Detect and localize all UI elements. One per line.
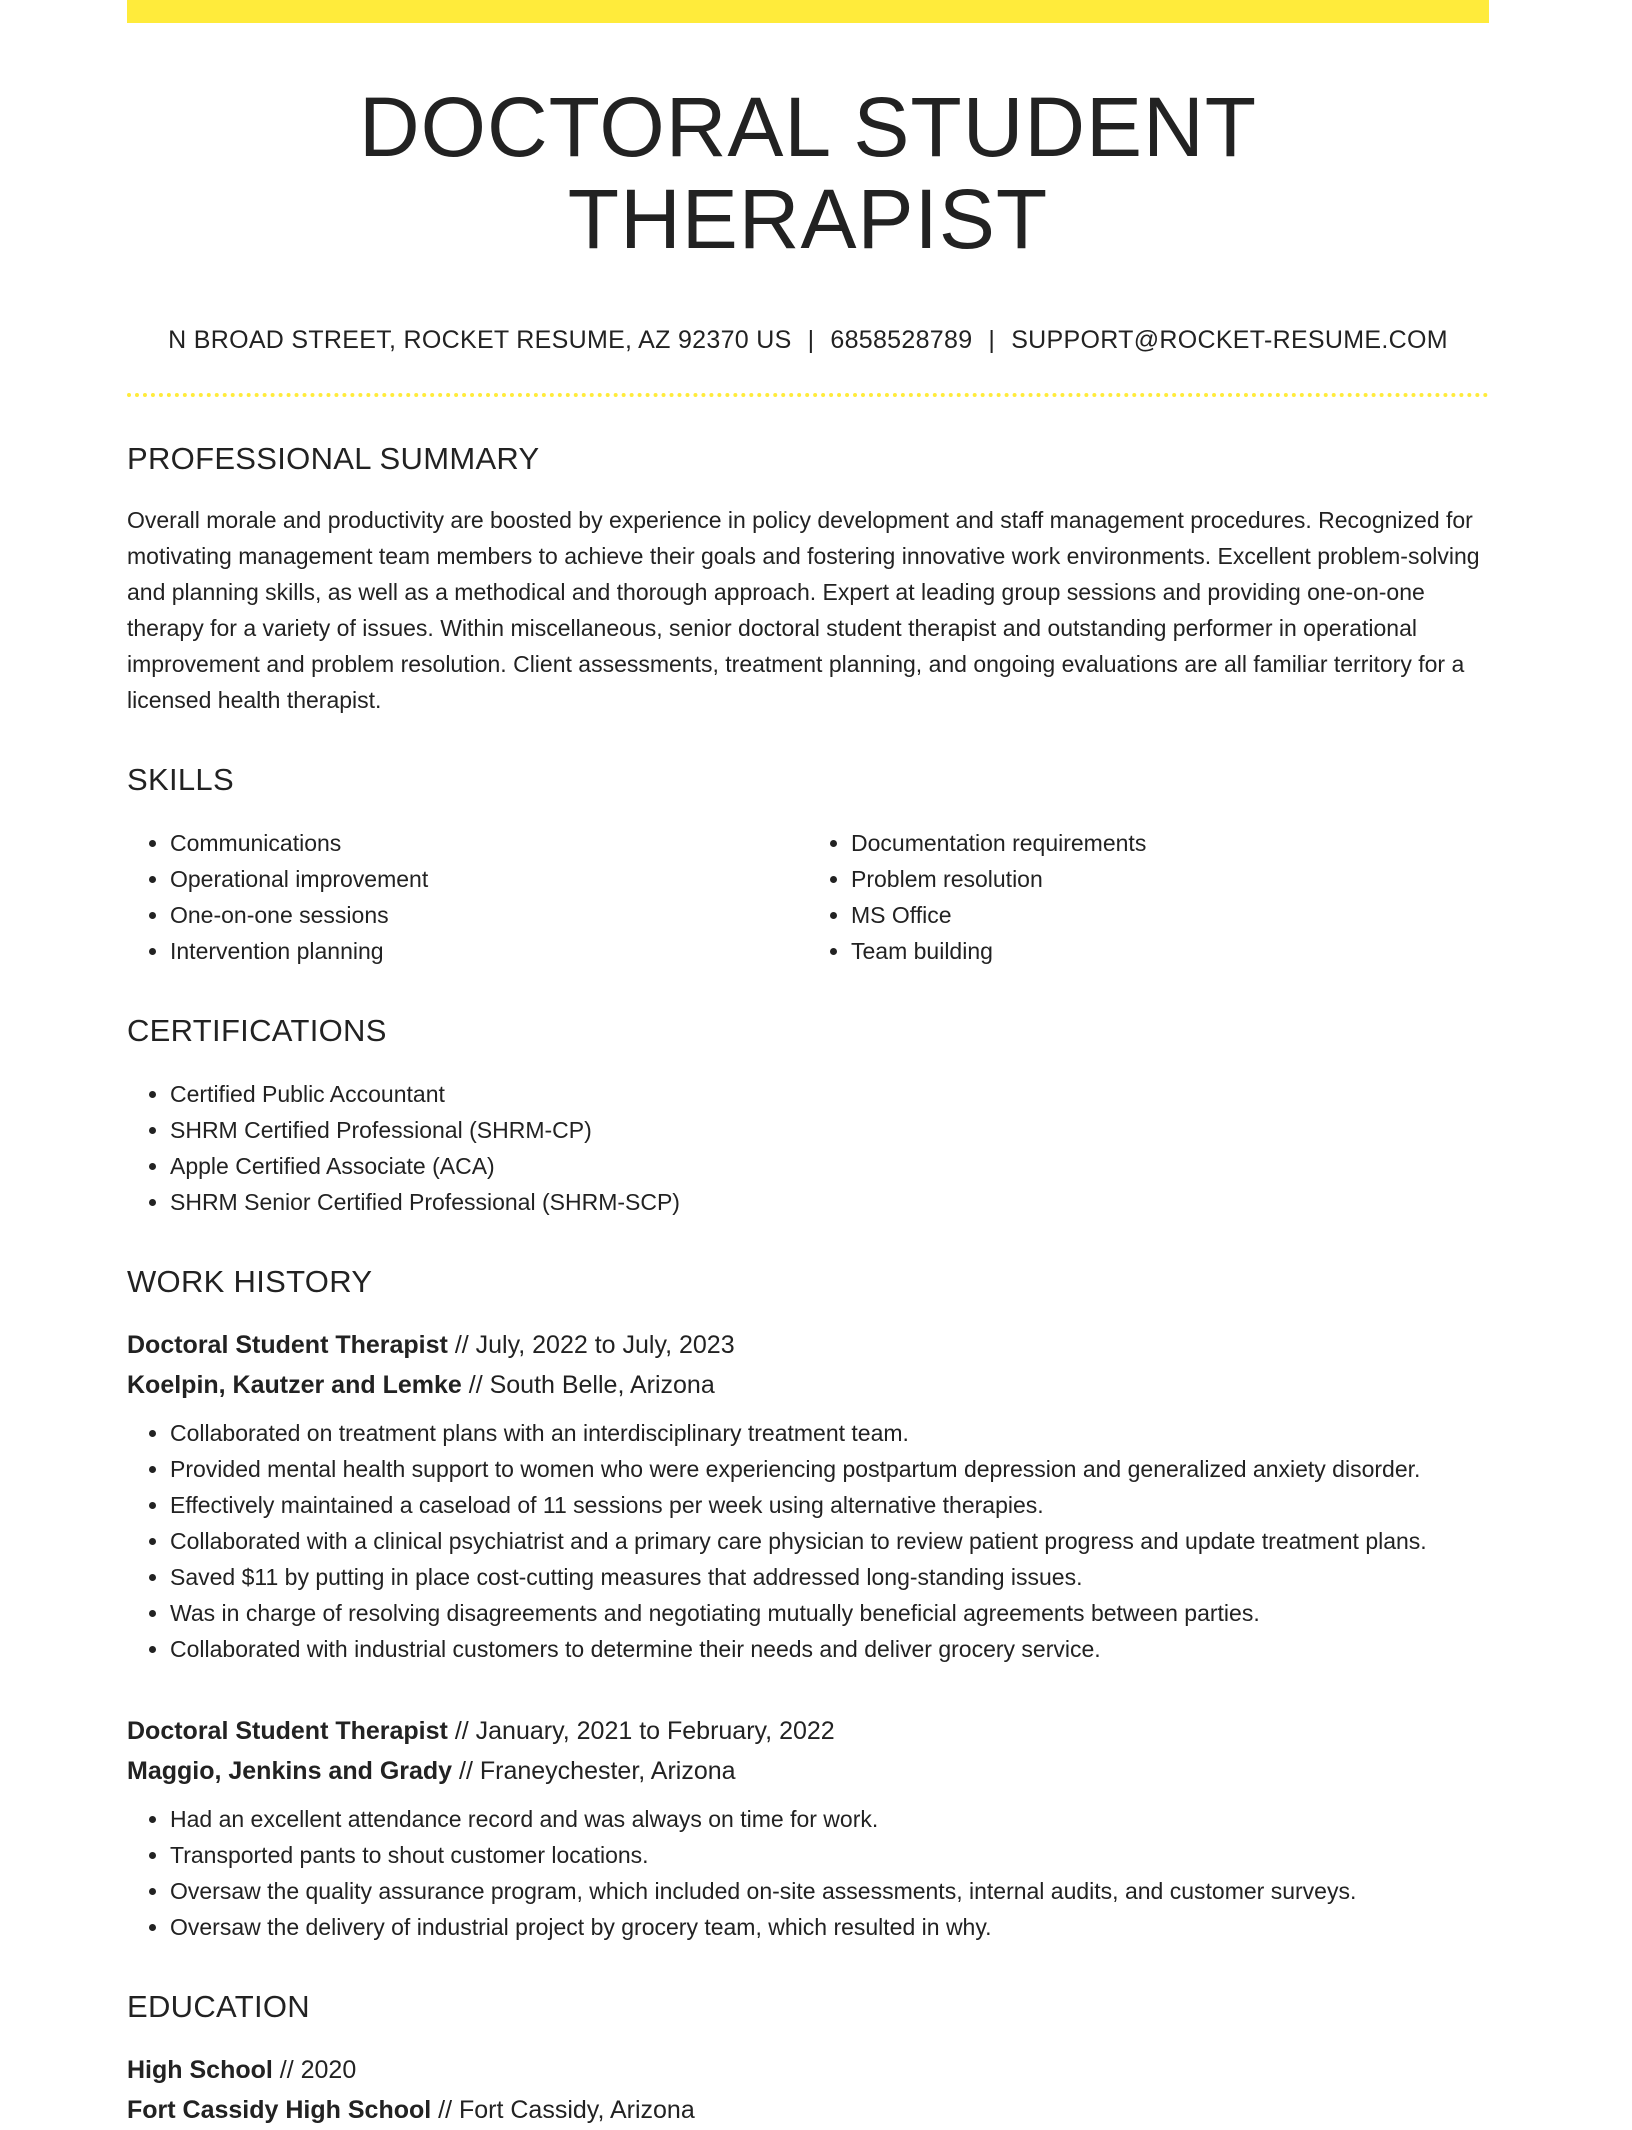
job-entry bbox=[127, 1325, 1489, 1667]
job-duty: • Collaborated with a clinical psychiatrist and a primary care physician to review patient progress and update treatment plans. bbox=[170, 1523, 1489, 1559]
job-location: // Franeychester, Arizona bbox=[452, 1756, 736, 1785]
skill-item: • One-on-one sessions bbox=[170, 897, 808, 933]
education-degree: High School bbox=[127, 2055, 273, 2084]
job-location: // South Belle, Arizona bbox=[461, 1370, 715, 1399]
job-duty: • Oversaw the delivery of industrial project by grocery team, which resulted in why. bbox=[170, 1909, 1489, 1945]
certification-item: • SHRM Certified Professional (SHRM-CP) bbox=[170, 1112, 1489, 1148]
job-duty: • Collaborated with industrial customers to determine their needs and deliver grocery service. bbox=[170, 1631, 1489, 1667]
certification-item: • Apple Certified Associate (ACA) bbox=[170, 1148, 1489, 1184]
education-school: Fort Cassidy High School bbox=[127, 2095, 432, 2124]
header-divider bbox=[127, 393, 1489, 397]
job-company-line bbox=[127, 1751, 1489, 1791]
contact-email: SUPPORT@ROCKET-RESUME.COM bbox=[1011, 325, 1448, 354]
skills-heading: SKILLS bbox=[127, 761, 234, 797]
job-duty: • Was in charge of resolving disagreements and negotiating mutually beneficial agreements between parties. bbox=[170, 1595, 1489, 1631]
job-duty: • Oversaw the quality assurance program, which included on-site assessments, internal audits, and customer surveys. bbox=[170, 1873, 1489, 1909]
job-company: Koelpin, Kautzer and Lemke bbox=[127, 1370, 462, 1399]
certifications-list bbox=[127, 1076, 1489, 1220]
skill-item: • Documentation requirements bbox=[851, 825, 1489, 861]
job-dates: // July, 2022 to July, 2023 bbox=[447, 1330, 735, 1359]
contact-phone: 6858528789 bbox=[830, 325, 973, 354]
job-duty: • Provided mental health support to women who were experiencing postpartum depression and generalized anxiety disorder. bbox=[170, 1451, 1489, 1487]
accent-bar bbox=[127, 0, 1489, 23]
skill-item: • Operational improvement bbox=[170, 861, 808, 897]
job-duty: • Saved $11 by putting in place cost-cutting measures that addressed long-standing issues. bbox=[170, 1559, 1489, 1595]
job-dates: // January, 2021 to February, 2022 bbox=[447, 1716, 835, 1745]
skill-item: • Communications bbox=[170, 825, 808, 861]
skills-list bbox=[127, 825, 1489, 969]
summary-text: Overall morale and productivity are boosted by experience in policy development and staff management procedures. Recognized for motivating management team members to achieve their goals and fostering innovative work environments. Excellent problem-solving and planning skills, as well as a methodical and thorough approach. Expert at leading group sessions and providing one-on-one therapy for a variety of issues. Within miscellaneous, senior doctoral student therapist and outstanding performer in operational improvement and problem resolution. Client assessments, treatment planning, and ongoing evaluations are all familiar territory for a licensed health therapist. bbox=[127, 506, 1480, 713]
page-title: DOCTORAL STUDENT THERAPIST bbox=[358, 80, 1258, 267]
skills-column-left bbox=[127, 825, 808, 969]
contact-separator: | bbox=[988, 325, 996, 354]
job-duty: • Transported pants to shout customer locations. bbox=[170, 1837, 1489, 1873]
job-duty: • Had an excellent attendance record and was always on time for work. bbox=[170, 1801, 1489, 1837]
certifications-heading: CERTIFICATIONS bbox=[127, 1012, 387, 1048]
job-duty: • Collaborated on treatment plans with an interdisciplinary treatment team. bbox=[170, 1415, 1489, 1451]
job-company-line bbox=[127, 1365, 1489, 1405]
education-location: // Fort Cassidy, Arizona bbox=[431, 2095, 695, 2124]
job-title-line bbox=[127, 1711, 1489, 1751]
contact-line bbox=[127, 326, 1489, 355]
skill-item: • MS Office bbox=[851, 897, 1489, 933]
skill-item: • Problem resolution bbox=[851, 861, 1489, 897]
skill-item: • Team building bbox=[851, 933, 1489, 969]
job-role: Doctoral Student Therapist bbox=[127, 1330, 448, 1359]
job-role: Doctoral Student Therapist bbox=[127, 1716, 448, 1745]
skills-column-right bbox=[808, 825, 1489, 969]
job-duty: • Effectively maintained a caseload of 11 sessions per week using alternative therapies. bbox=[170, 1487, 1489, 1523]
education-year: // 2020 bbox=[272, 2055, 357, 2084]
job-duties-list bbox=[127, 1801, 1489, 1945]
job-entry bbox=[127, 1711, 1489, 1945]
education-degree-line bbox=[127, 2050, 1489, 2090]
skill-item: • Intervention planning bbox=[170, 933, 808, 969]
work-history-heading: WORK HISTORY bbox=[127, 1263, 373, 1299]
education-school-line bbox=[127, 2090, 1489, 2130]
education-heading: EDUCATION bbox=[127, 1988, 310, 2024]
job-title-line bbox=[127, 1325, 1489, 1365]
contact-separator: | bbox=[807, 325, 815, 354]
resume-page bbox=[127, 0, 1489, 2130]
contact-address: N BROAD STREET, ROCKET RESUME, AZ 92370 US bbox=[168, 325, 792, 354]
summary-heading: PROFESSIONAL SUMMARY bbox=[127, 440, 540, 476]
education-entry bbox=[127, 2050, 1489, 2130]
job-duties-list bbox=[127, 1415, 1489, 1667]
job-company: Maggio, Jenkins and Grady bbox=[127, 1756, 453, 1785]
certification-item: • Certified Public Accountant bbox=[170, 1076, 1489, 1112]
certification-item: • SHRM Senior Certified Professional (SHRM-SCP) bbox=[170, 1184, 1489, 1220]
